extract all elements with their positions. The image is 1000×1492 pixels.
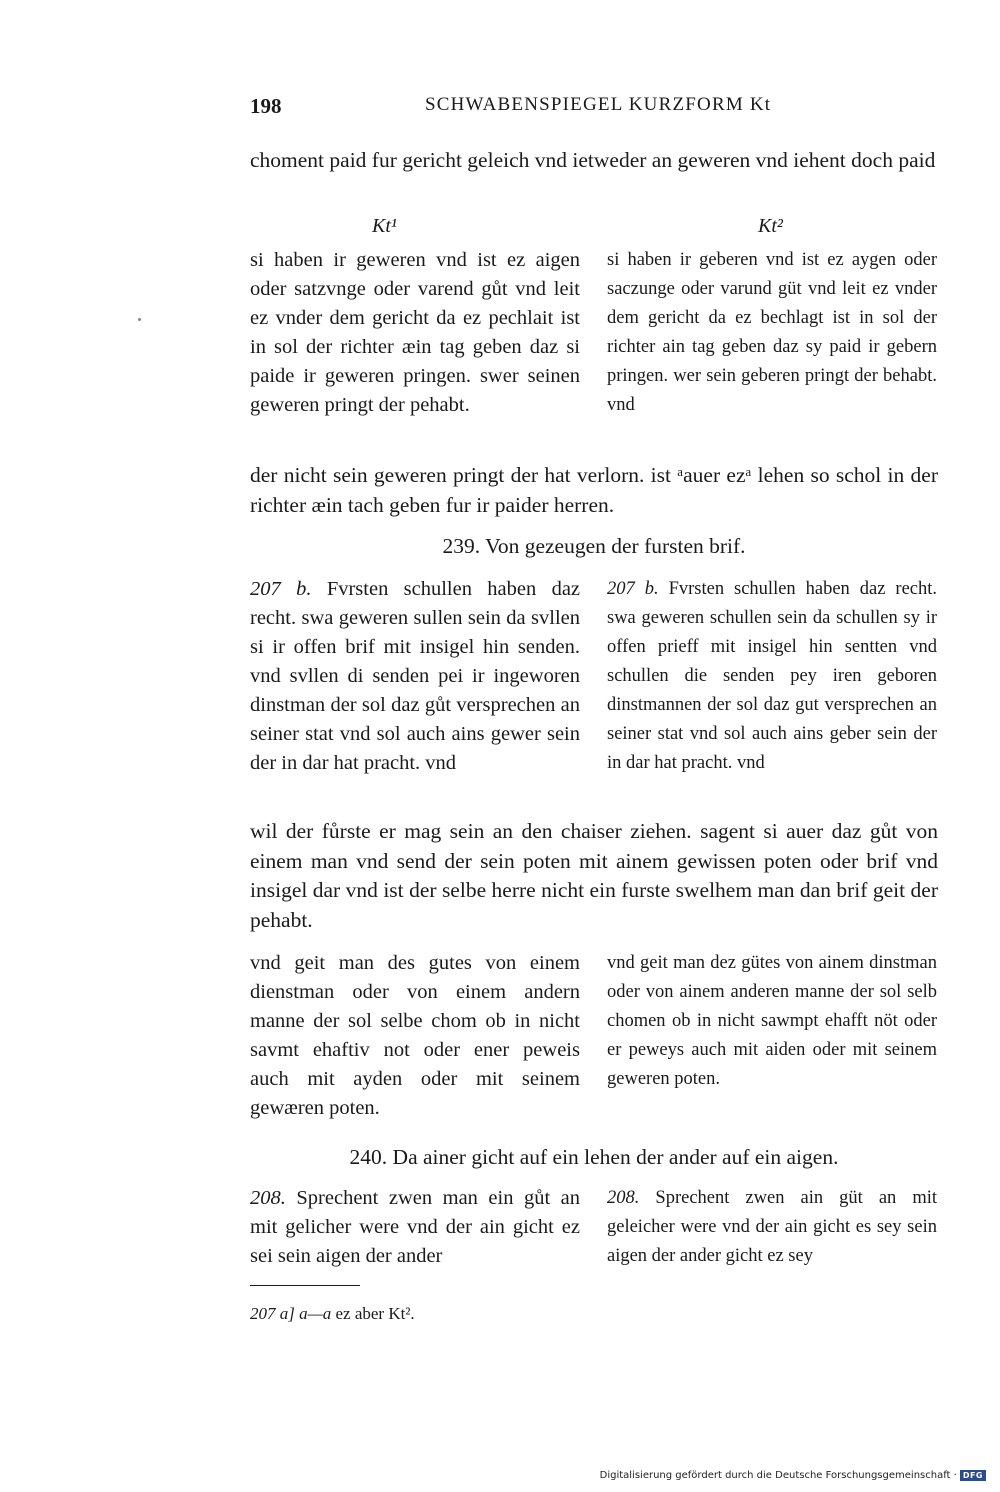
running-head: SCHWABENSPIEGEL KURZFORM Kt [425,94,772,115]
block1-right-column: si haben ir geberen vnd ist ez aygen oder saczunge oder varund güt vnd leit ez vnder dem gericht da ez bechlagt ist in sol der richter ain tag geben daz sy paid ir gebern pringen. wer sein geberen pringt der behabt. vnd [607,250,937,415]
scan-speck [138,318,141,321]
digitization-credit [600,1470,986,1481]
block4-right-number: 208. [607,1188,640,1208]
section-240-number: 240. [349,1145,388,1169]
block3-left-column: vnd geit man des gutes von einem dienstman oder von einem andern manne der sol selbe chom ob in nicht savmt ehaftiv not oder ener peweis auch mit ayden oder mit seinem gewæren poten. [250,952,580,1119]
block2-right-column [607,575,937,778]
block1-left-column: si haben ir geweren vnd ist ez aigen oder satzvnge oder varend gůt vnd leit ez vnder dem gericht da ez pechlait ist in sol der richter æin tag geben daz si paide ir geweren pringen. swer seinen geweren pringt der pehabt. [250,249,580,416]
block2-left-number: 207 b. [250,578,312,600]
block2-right-text: Fvrsten schullen haben daz recht. swa geweren schullen sein da schullen sy ir offen prieff mit insigel hin sentten vnd schullen die senden pey iren geboren dinstmannen der sol daz gut versprechen an seiner stat vnd sol auch ains geber sein der in dar hat pracht. vnd [607,579,938,773]
footnote-text: ez aber Kt². [335,1304,415,1323]
block4-left-number: 208. [250,1187,286,1209]
page-header [250,94,940,124]
block4-right-text: Sprechent zwen ain güt an mit geleicher were vnd der ain gicht es sey sein aigen der ander gicht ez sey [607,1188,937,1266]
shared-paragraph-1: der nicht sein geweren pringt der hat verlorn. ist ᵃauer ezᵃ lehen so schol in der richter æin tach geben fur ir paider herren. [250,463,938,517]
block2-left-text: Fvrsten schullen haben daz recht. swa geweren sullen sein da svllen si ir offen brif mit insigel hin senden. vnd svllen di senden pei ir ingeworen dinstman der sol daz gůt versprechen an seiner stat vnd sol auch ains gewer sein der in dar hat pracht. vnd [250,578,581,774]
block2-left-column [250,575,580,778]
shared-paragraph-2: wil der fůrste er mag sein an den chaiser ziehen. sagent si auer daz gůt von einem man vnd send der sein poten mit ainem gewissen poten oder brif vnd insigel dar vnd ist der selbe herre nicht ein furste swelhem man dan brif geit der pehabt. [250,819,938,932]
section-240-heading [250,1145,938,1170]
footnote-separator [250,1285,360,1286]
block4-left-column [250,1184,580,1271]
footnote-reference: 207 a] a—a [250,1304,332,1323]
page-number: 198 [250,94,282,118]
block4-left-text: Sprechent zwen man ein gůt an mit gelicher were vnd der ain gicht ez sei sein aigen der ander [250,1187,581,1267]
section-239-title: Von gezeugen der fursten brif. [485,534,746,558]
block3-right-column: vnd geit man dez gütes von ainem dinstman oder von ainem anderen manne der sol selb chomen ob in nicht sawmpt ehafft nöt oder er peweys auch mit aiden oder mit seinem geweren poten. [607,953,937,1089]
column-heading-kt1: Kt¹ [372,215,397,237]
credit-text: Digitalisierung gefördert durch die Deutsche Forschungsgemeinschaft · [599,1470,957,1481]
column-heading-kt2: Kt² [758,215,783,237]
block4-right-column [607,1184,937,1271]
section-239-number: 239. [442,534,481,558]
section-239-heading [250,534,938,559]
intro-paragraph: choment paid fur gericht geleich vnd ietweder an geweren vnd iehent doch paid [250,148,936,172]
section-240-title: Da ainer gicht auf ein lehen der ander auf ein aigen. [392,1145,839,1169]
dfg-logo-icon: DFG [960,1470,986,1481]
footnote [250,1304,415,1324]
block2-right-number: 207 b. [607,579,659,599]
